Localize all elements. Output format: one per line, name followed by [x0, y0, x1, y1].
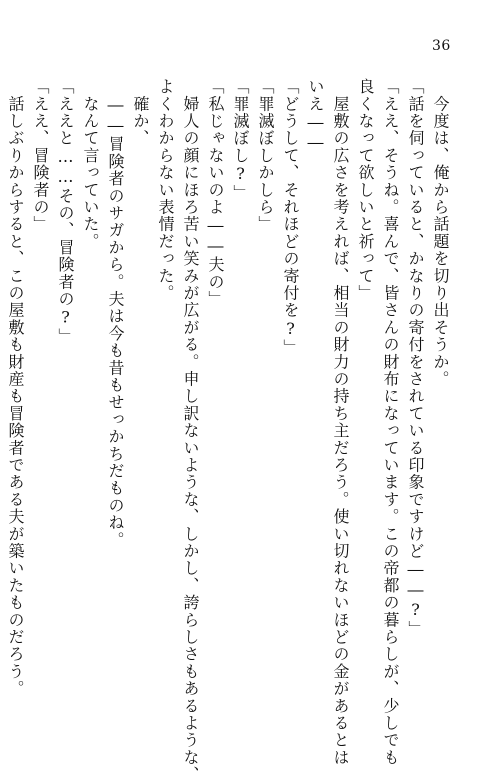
text-line: 話しぶりからすると、この屋敷も財産も冒険者である夫が築いたものだろう。 [6, 78, 25, 698]
text-line: 「ええと……その、冒険者の?」 [56, 78, 75, 345]
text-line: よくわからない表情だった。 [156, 78, 175, 302]
text-line: 確か、 [131, 78, 150, 147]
text-line: 「罪滅ぼし?」 [231, 78, 250, 202]
text-line: 屋敷の広さを考えれば、相当の財力の持ち主だろう。使い切れないほどの金があるとは [331, 78, 350, 766]
vertical-text-block [6, 78, 450, 783]
text-line: 「罪滅ぼしかしら」 [256, 78, 275, 233]
text-line: 婦人の顔にほろ苦い笑みが広がる。申し訳ないような、しかし、誇らしさもあるような、 [181, 78, 200, 783]
page-number: 36 [432, 38, 451, 54]
text-line: なんて言っていた。 [81, 78, 100, 250]
text-line: 良くなって欲しいと祈って」 [356, 78, 375, 302]
text-line: 今度は、俺から話題を切り出そうか。 [431, 78, 450, 388]
text-line: 「私じゃないのよ――夫の」 [206, 78, 225, 308]
text-line: 「話を伺っていると、かなりの寄付をされている印象ですけど――?」 [406, 78, 425, 638]
text-line: 「ええ、そうね。喜んで、皆さんの財布になっています。この帝都の暮らしが、少しでも [381, 78, 400, 766]
text-line: 「ええ、冒険者の」 [31, 78, 50, 233]
text-line: 「どうして、それほどの寄付を?」 [281, 78, 300, 357]
text-line: いえ―― [306, 78, 325, 153]
text-line: ――冒険者のサガから。夫は今も昔もせっかちだものね。 [106, 78, 125, 549]
